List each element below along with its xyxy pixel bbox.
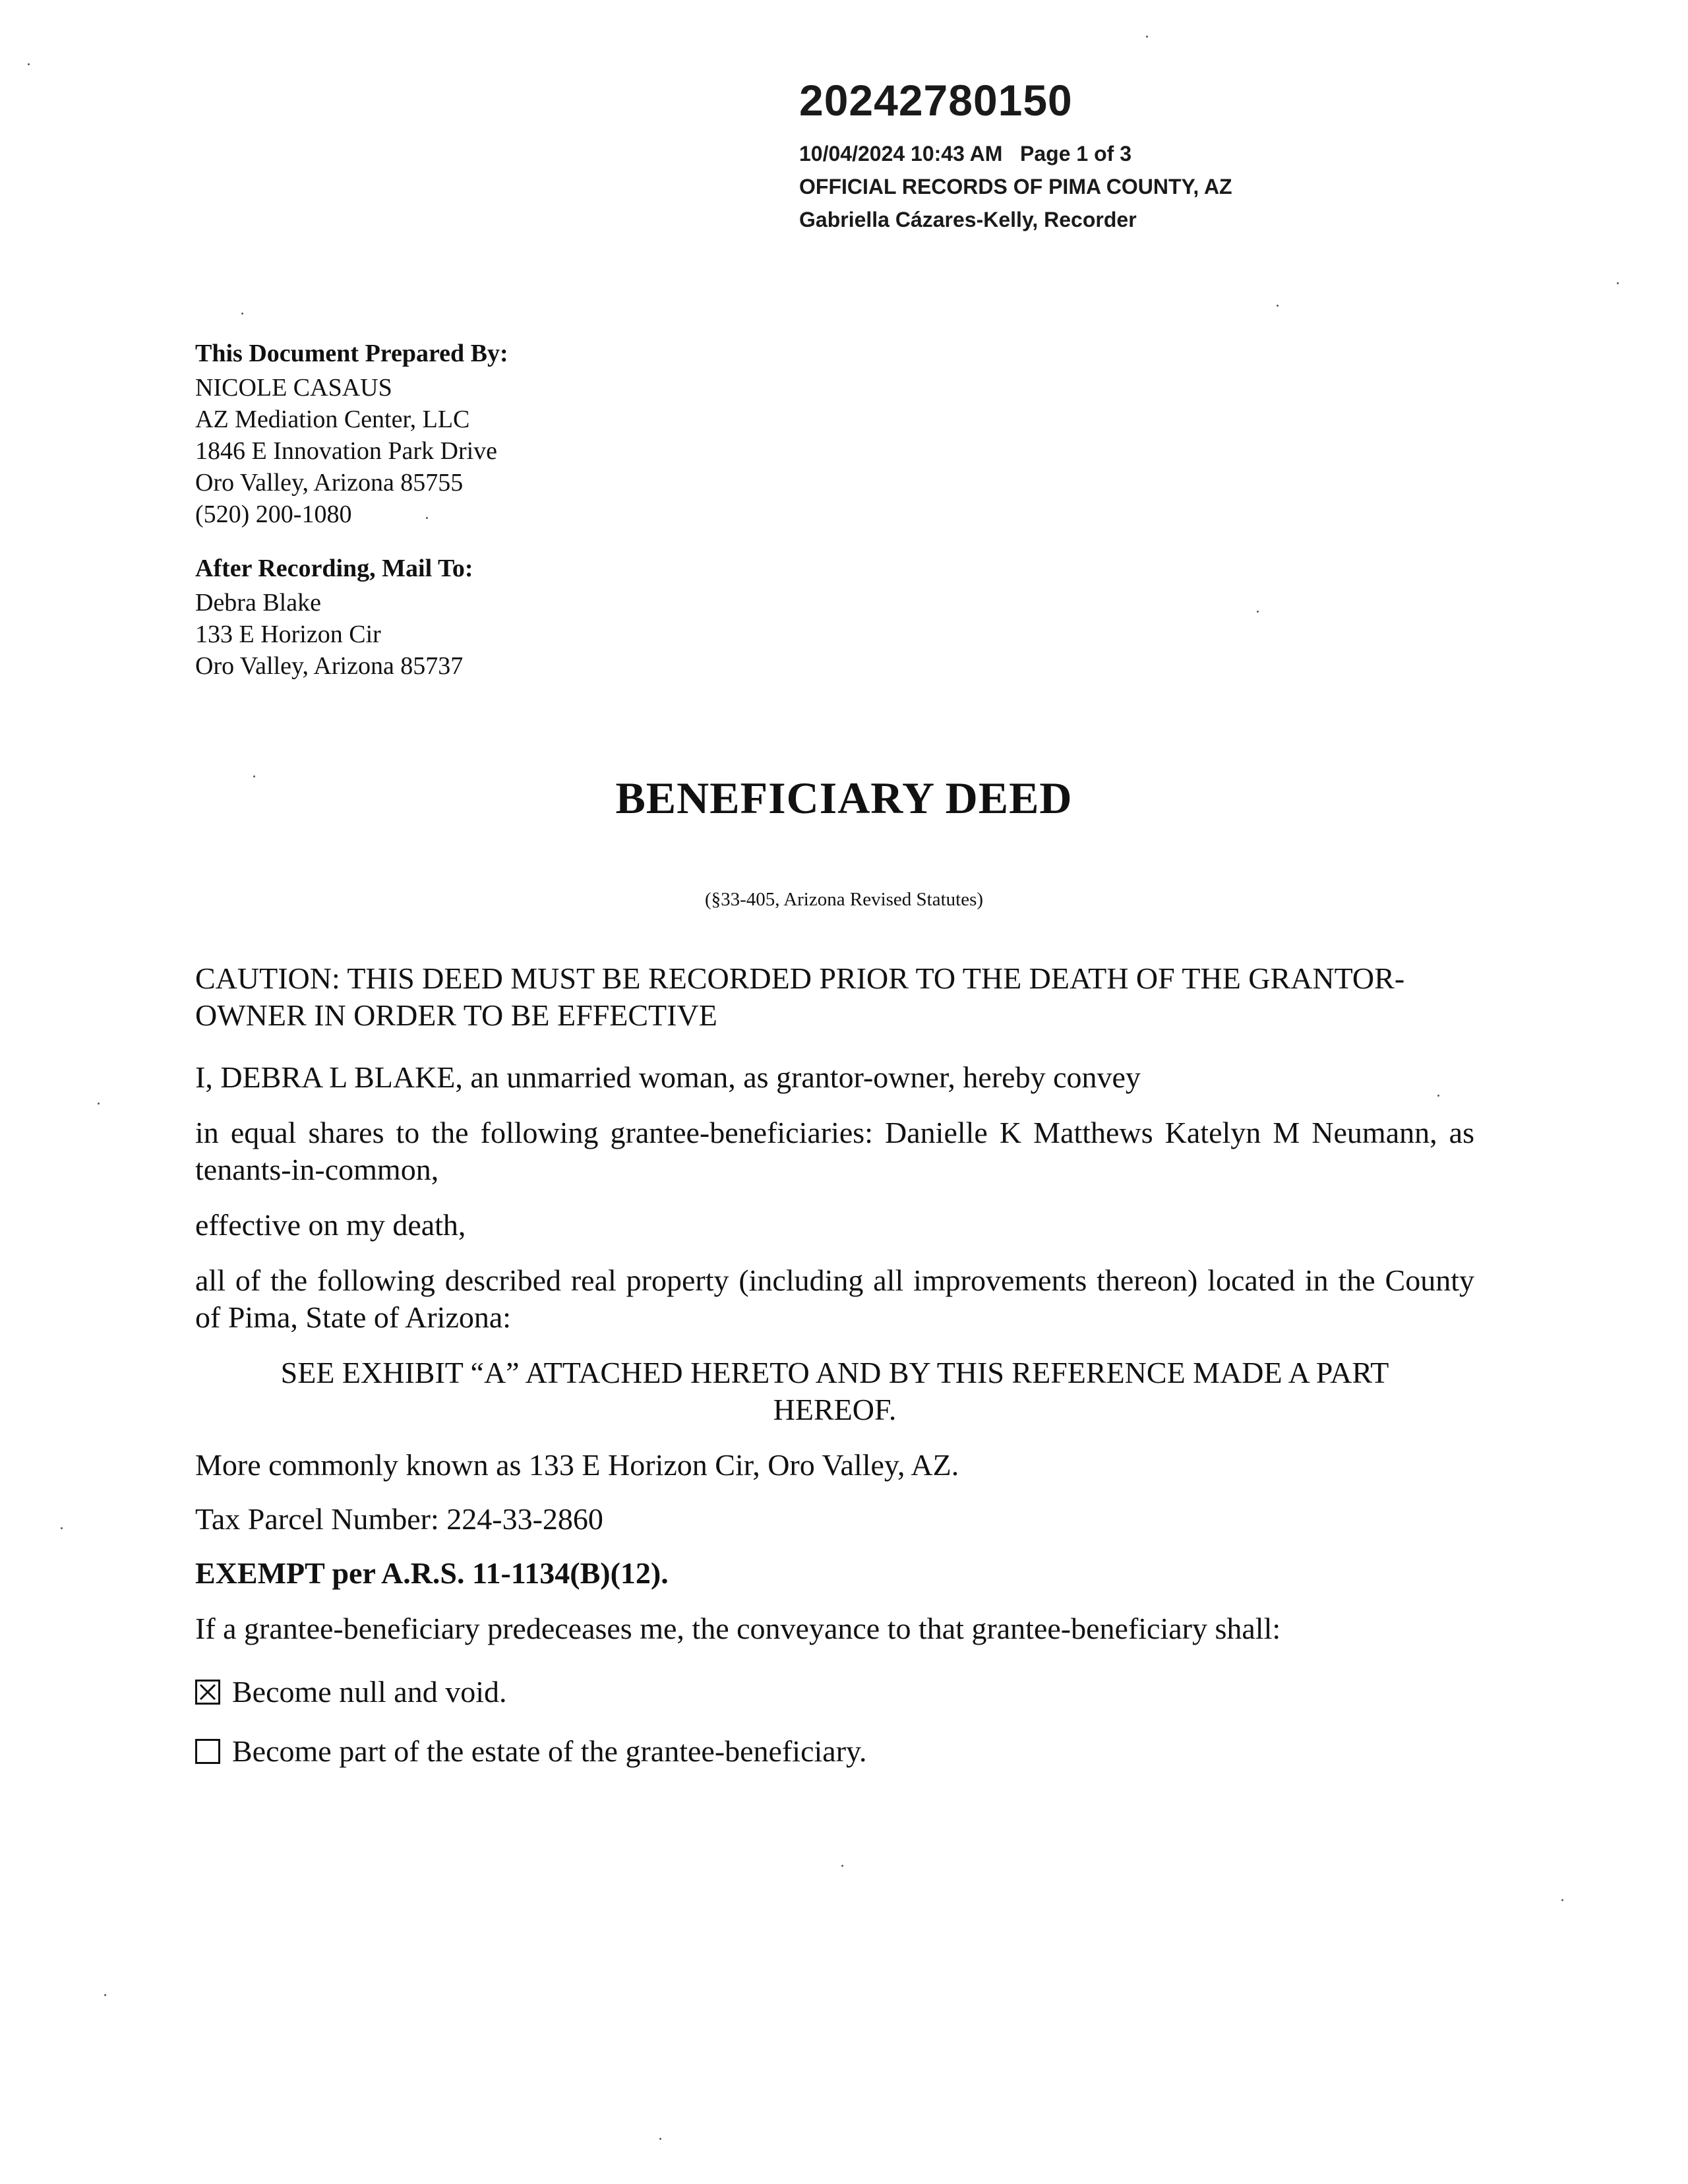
recording-stamp [799, 74, 1232, 236]
predecease-clause: If a grantee-beneficiary predeceases me, the conveyance to that grantee-beneficiary shall: [195, 1612, 1281, 1645]
deed-body [195, 960, 1474, 1784]
scan-speck [659, 2138, 661, 2140]
scan-speck [1561, 1899, 1563, 1901]
scan-speck [841, 1865, 843, 1867]
recording-office: OFFICIAL RECORDS OF PIMA COUNTY, AZ [799, 175, 1232, 198]
document-number: 20242780150 [799, 76, 1073, 125]
scan-speck [104, 1994, 106, 1996]
grantee-clause: in equal shares to the following grantee-beneficiaries: Danielle K Matthews Katelyn M Neumann, as tenants-in-common, [195, 1116, 1474, 1186]
unchecked-checkbox-icon [195, 1739, 220, 1764]
property-clause: all of the following described real property (including all improvements thereon) located in the County of Pima, State of Arizona: [195, 1263, 1474, 1334]
tax-parcel-number: Tax Parcel Number: 224-33-2860 [195, 1502, 603, 1536]
exhibit-clause: SEE EXHIBIT “A” ATTACHED HERETO AND BY THIS REFERENCE MADE A PART HEREOF. [280, 1356, 1389, 1426]
recording-date-time: 10/04/2024 10:43 AM [799, 142, 1003, 166]
prepared-by-line: 1846 E Innovation Park Drive [195, 437, 498, 465]
option-label: Become part of the estate of the grantee-beneficiary. [232, 1734, 867, 1768]
option-null-and-void [195, 1674, 506, 1711]
prepared-by-heading: This Document Prepared By: [195, 340, 508, 367]
scan-speck [61, 1527, 63, 1529]
scan-speck [241, 313, 243, 315]
mail-to-line: Debra Blake [195, 589, 321, 617]
scan-speck [98, 1103, 100, 1105]
recorder-name: Gabriella Cázares-Kelly, Recorder [799, 208, 1137, 231]
mail-to-line: 133 E Horizon Cir [195, 621, 381, 648]
prepared-by-line: (520) 200-1080 [195, 501, 352, 528]
exemption-statement: EXEMPT per A.R.S. 11-1134(B)(12). [195, 1556, 669, 1590]
option-label: Become null and void. [232, 1675, 507, 1709]
scan-speck [1277, 305, 1279, 307]
document-title: BENEFICIARY DEED [615, 773, 1073, 823]
prepared-by-line: AZ Mediation Center, LLC [195, 406, 470, 433]
effective-clause: effective on my death, [195, 1208, 466, 1242]
page-info: Page 1 of 3 [1020, 142, 1131, 166]
caution-paragraph: CAUTION: THIS DEED MUST BE RECORDED PRIOR TO THE DEATH OF THE GRANTOR-OWNER IN ORDER TO BE EFFECTIVE [195, 961, 1405, 1032]
option-part-of-estate [195, 1733, 867, 1770]
common-address: More commonly known as 133 E Horizon Cir, Oro Valley, AZ. [195, 1448, 959, 1482]
mail-to-heading: After Recording, Mail To: [195, 555, 473, 582]
x-mark-icon [197, 1682, 218, 1703]
prepared-by-line: Oro Valley, Arizona 85755 [195, 469, 464, 497]
scan-speck [1617, 282, 1619, 284]
mail-to-line: Oro Valley, Arizona 85737 [195, 652, 464, 680]
prepared-by-block [195, 338, 508, 530]
grantor-clause: I, DEBRA L BLAKE, an unmarried woman, as grantor-owner, hereby convey [195, 1060, 1141, 1094]
mail-to-block [195, 553, 473, 682]
scan-speck [28, 63, 30, 65]
scan-speck [1257, 611, 1259, 613]
scan-speck [1146, 36, 1148, 38]
checked-checkbox-icon [195, 1680, 220, 1705]
prepared-by-line: NICOLE CASAUS [195, 374, 392, 402]
statute-reference: (§33-405, Arizona Revised Statutes) [704, 889, 984, 910]
recording-date-line [799, 137, 1232, 170]
